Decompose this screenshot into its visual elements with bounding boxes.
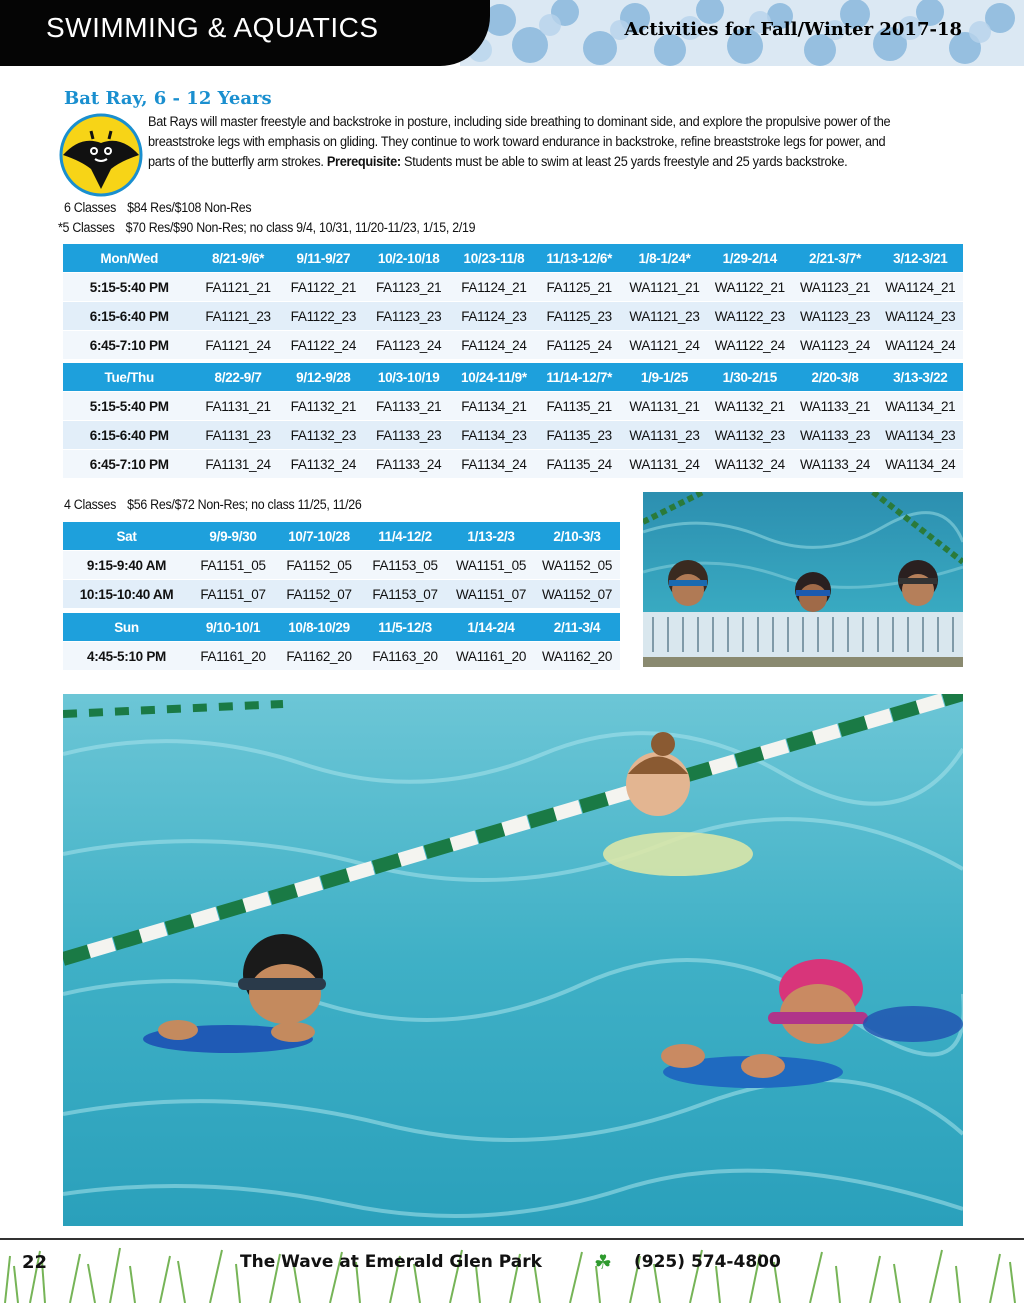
course-code: FA1132_23 (281, 420, 366, 449)
course-code: FA1132_21 (281, 391, 366, 420)
course-code: FA1132_24 (281, 449, 366, 478)
prerequisite-label: Prerequisite: (326, 154, 401, 170)
phone-number: (925) 574-4800 (634, 1252, 781, 1272)
time-slot: 6:15-6:40 PM (63, 301, 195, 330)
season-title: Activities for Fall/Winter 2017-18 (624, 19, 962, 40)
class-description (148, 112, 895, 172)
table-row (63, 579, 620, 608)
course-code: WA1152_07 (534, 579, 620, 608)
course-code: FA1133_24 (366, 449, 451, 478)
course-code: FA1131_21 (195, 391, 280, 420)
date-range-header: 3/12-3/21 (878, 243, 963, 272)
course-code: WA1123_21 (792, 272, 877, 301)
pricing-six-classes (64, 200, 251, 215)
course-code: WA1134_23 (878, 420, 963, 449)
date-range-header: 8/21-9/6* (195, 243, 280, 272)
course-code: FA1124_21 (451, 272, 536, 301)
pricing-value: $70 Res/$90 Non-Res; no class 9/4, 10/31, 11/20-11/23, 1/15, 2/19 (125, 220, 476, 235)
course-code: FA1121_24 (195, 330, 280, 359)
shamrock-icon: ☘ (594, 1252, 612, 1274)
date-range-header: 2/10-3/3 (534, 521, 620, 550)
course-code: WA1162_20 (534, 641, 620, 670)
date-range-header: 10/2-10/18 (366, 243, 451, 272)
table-header-row (63, 243, 963, 272)
time-slot: 6:45-7:10 PM (63, 449, 195, 478)
course-code: FA1151_05 (190, 550, 276, 579)
course-code: FA1131_24 (195, 449, 280, 478)
course-code: FA1123_24 (366, 330, 451, 359)
course-code: FA1151_07 (190, 579, 276, 608)
table-row (63, 272, 963, 301)
date-range-header: 2/11-3/4 (534, 612, 620, 641)
table-row (63, 330, 963, 359)
description-main: Bat Rays will master freestyle and backstroke in posture, including side breathing to dominant side, and explore the propulsive power of the breaststroke legs with emphasis on gliding. They continue to work toward endurance in backstroke, refine breaststroke legs for power, and parts of the butterfly arm strokes. (148, 114, 891, 170)
pricing-four-classes (64, 497, 362, 512)
day-header: Tue/Thu (63, 362, 195, 391)
date-range-header: 10/7-10/28 (276, 521, 362, 550)
course-code: FA1152_07 (276, 579, 362, 608)
course-code: WA1133_24 (792, 449, 877, 478)
course-code: WA1133_21 (792, 391, 877, 420)
time-slot: 6:45-7:10 PM (63, 330, 195, 359)
course-code: WA1123_23 (792, 301, 877, 330)
pricing-value: $84 Res/$108 Non-Res (127, 200, 252, 215)
course-code: FA1123_21 (366, 272, 451, 301)
course-code: FA1134_23 (451, 420, 536, 449)
course-code: WA1131_21 (622, 391, 707, 420)
pricing-label: 4 Classes (64, 497, 117, 512)
table-row (63, 301, 963, 330)
course-code: FA1162_20 (276, 641, 362, 670)
date-range-header: 8/22-9/7 (195, 362, 280, 391)
pricing-value: $56 Res/$72 Non-Res; no class 11/25, 11/26 (127, 497, 362, 512)
schedule-table-tue-thu (63, 362, 963, 478)
swim-lesson-photo (63, 694, 963, 1226)
course-code: WA1124_24 (878, 330, 963, 359)
course-code: WA1122_23 (707, 301, 792, 330)
class-title: Bat Ray, 6 - 12 Years (64, 88, 272, 109)
time-slot: 5:15-5:40 PM (63, 391, 195, 420)
course-code: FA1122_23 (281, 301, 366, 330)
course-code: WA1151_05 (448, 550, 534, 579)
date-range-header: 11/13-12/6* (537, 243, 622, 272)
date-range-header: 9/11-9/27 (281, 243, 366, 272)
course-code: WA1121_24 (622, 330, 707, 359)
table-row (63, 449, 963, 478)
course-code: FA1133_21 (366, 391, 451, 420)
bat-ray-mascot-icon (59, 113, 143, 197)
course-code: WA1133_23 (792, 420, 877, 449)
course-code: FA1121_21 (195, 272, 280, 301)
course-code: WA1152_05 (534, 550, 620, 579)
table-row (63, 550, 620, 579)
date-range-header: 2/20-3/8 (792, 362, 877, 391)
date-range-header: 1/8-1/24* (622, 243, 707, 272)
day-header: Sat (63, 521, 190, 550)
course-code: WA1122_21 (707, 272, 792, 301)
course-code: FA1125_21 (537, 272, 622, 301)
course-code: FA1125_24 (537, 330, 622, 359)
date-range-header: 10/3-10/19 (366, 362, 451, 391)
pricing-label: *5 Classes (58, 220, 115, 235)
page-number: 22 (22, 1252, 48, 1273)
day-header: Sun (63, 612, 190, 641)
course-code: WA1134_21 (878, 391, 963, 420)
pricing-five-classes (58, 220, 475, 235)
date-range-header: 1/29-2/14 (707, 243, 792, 272)
course-code: WA1122_24 (707, 330, 792, 359)
table-header-row (63, 612, 620, 641)
course-code: WA1121_21 (622, 272, 707, 301)
course-code: FA1153_07 (362, 579, 448, 608)
date-range-header: 9/10-10/1 (190, 612, 276, 641)
course-code: FA1134_21 (451, 391, 536, 420)
course-code: FA1131_23 (195, 420, 280, 449)
page-header (0, 0, 1024, 66)
course-code: FA1124_24 (451, 330, 536, 359)
course-code: WA1134_24 (878, 449, 963, 478)
course-code: WA1131_24 (622, 449, 707, 478)
course-code: WA1123_24 (792, 330, 877, 359)
table-header-row (63, 362, 963, 391)
date-range-header: 1/13-2/3 (448, 521, 534, 550)
time-slot: 4:45-5:10 PM (63, 641, 190, 670)
course-code: FA1123_23 (366, 301, 451, 330)
date-range-header: 11/4-12/2 (362, 521, 448, 550)
course-code: WA1124_21 (878, 272, 963, 301)
date-range-header: 11/5-12/3 (362, 612, 448, 641)
course-code: FA1135_23 (537, 420, 622, 449)
date-range-header: 2/21-3/7* (792, 243, 877, 272)
time-slot: 9:15-9:40 AM (63, 550, 190, 579)
table-row (63, 641, 620, 670)
time-slot: 6:15-6:40 PM (63, 420, 195, 449)
course-code: WA1151_07 (448, 579, 534, 608)
date-range-header: 1/14-2/4 (448, 612, 534, 641)
course-code: FA1152_05 (276, 550, 362, 579)
day-header: Mon/Wed (63, 243, 195, 272)
course-code: FA1153_05 (362, 550, 448, 579)
course-code: FA1135_21 (537, 391, 622, 420)
footer-rule (0, 1238, 1024, 1240)
kids-at-pool-wall-photo (643, 492, 963, 667)
table-row (63, 391, 963, 420)
date-range-header: 1/9-1/25 (622, 362, 707, 391)
schedule-table-mon-wed (63, 243, 963, 359)
course-code: FA1163_20 (362, 641, 448, 670)
schedule-table-sun (63, 612, 620, 670)
time-slot: 10:15-10:40 AM (63, 579, 190, 608)
date-range-header: 3/13-3/22 (878, 362, 963, 391)
section-title: SWIMMING & AQUATICS (46, 12, 379, 43)
date-range-header: 9/9-9/30 (190, 521, 276, 550)
course-code: WA1161_20 (448, 641, 534, 670)
date-range-header: 10/23-11/8 (451, 243, 536, 272)
course-code: FA1135_24 (537, 449, 622, 478)
course-code: WA1132_24 (707, 449, 792, 478)
course-code: WA1132_23 (707, 420, 792, 449)
table-header-row (63, 521, 620, 550)
date-range-header: 9/12-9/28 (281, 362, 366, 391)
date-range-header: 11/14-12/7* (537, 362, 622, 391)
date-range-header: 10/24-11/9* (451, 362, 536, 391)
course-code: FA1133_23 (366, 420, 451, 449)
date-range-header: 1/30-2/15 (707, 362, 792, 391)
course-code: FA1161_20 (190, 641, 276, 670)
pricing-label: 6 Classes (64, 200, 117, 215)
course-code: WA1131_23 (622, 420, 707, 449)
course-code: FA1122_24 (281, 330, 366, 359)
course-code: FA1122_21 (281, 272, 366, 301)
course-code: WA1121_23 (622, 301, 707, 330)
venue-name: The Wave at Emerald Glen Park (240, 1252, 542, 1272)
course-code: WA1124_23 (878, 301, 963, 330)
prerequisite-text: Students must be able to swim at least 25 yards freestyle and 25 yards backstroke. (404, 154, 848, 170)
schedule-table-sat (63, 521, 620, 608)
course-code: FA1124_23 (451, 301, 536, 330)
course-code: WA1132_21 (707, 391, 792, 420)
course-code: FA1121_23 (195, 301, 280, 330)
table-row (63, 420, 963, 449)
time-slot: 5:15-5:40 PM (63, 272, 195, 301)
date-range-header: 10/8-10/29 (276, 612, 362, 641)
course-code: FA1125_23 (537, 301, 622, 330)
course-code: FA1134_24 (451, 449, 536, 478)
